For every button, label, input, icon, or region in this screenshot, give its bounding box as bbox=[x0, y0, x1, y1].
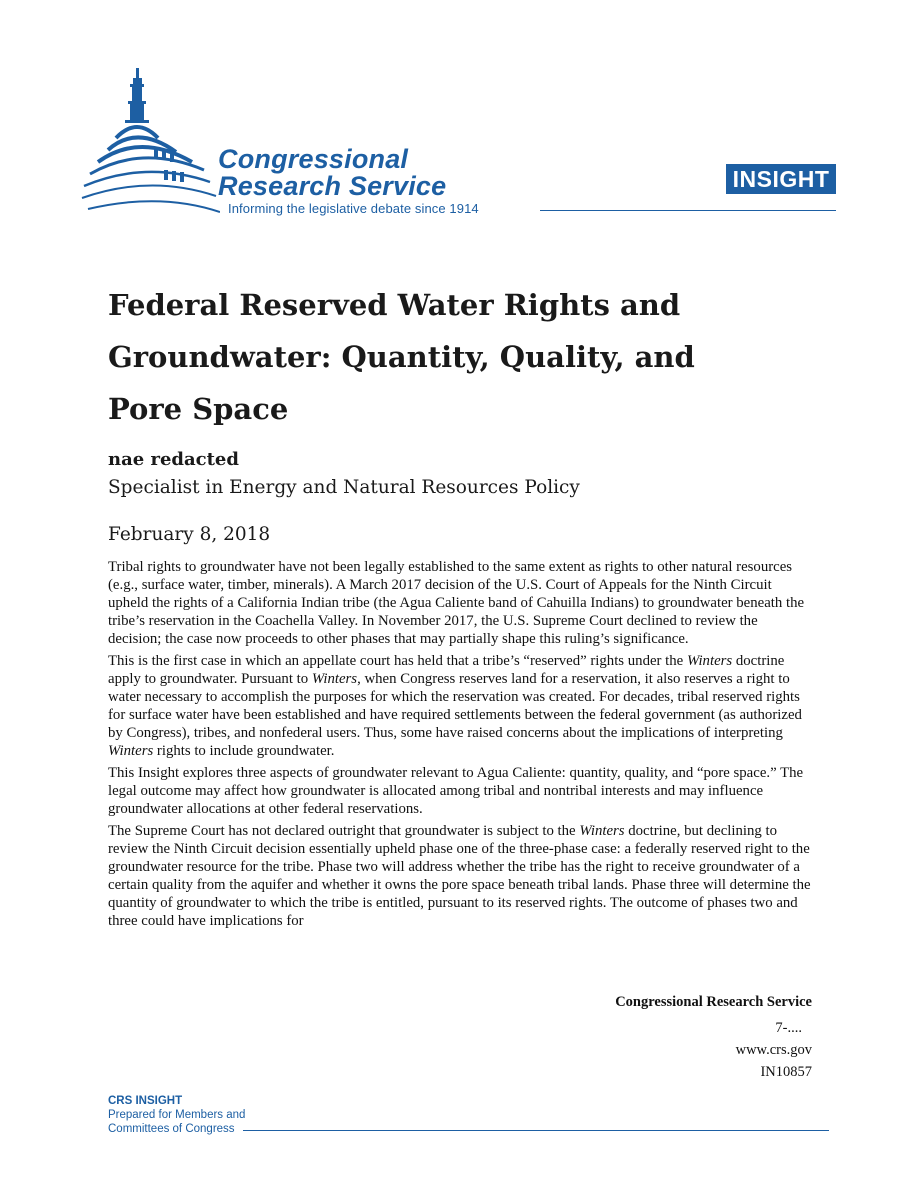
footer-prepared-line2: Committees of Congress bbox=[108, 1123, 235, 1135]
footer-website-link[interactable]: www.crs.gov bbox=[735, 1042, 812, 1058]
text-span: rights to include groundwater. bbox=[153, 743, 335, 759]
paragraph-4 bbox=[108, 822, 813, 930]
author-name: nae redacted bbox=[108, 449, 239, 470]
footer-crs-insight-label: CRS INSIGHT bbox=[108, 1095, 183, 1107]
paragraph-3: This Insight explores three aspects of groundwater relevant to Agua Caliente: quantity, quality, and “pore space.” The legal outcome may affect how groundwater is allocated among tribal and nontribal interests and may influence groundwater allocations at other federal reservations. bbox=[108, 765, 804, 817]
document-title: Federal Reserved Water Rights and Groundwater: Quantity, Quality, and Pore Space bbox=[108, 288, 695, 426]
case-name-italic: Winters bbox=[108, 743, 154, 759]
header-divider bbox=[540, 210, 836, 211]
footer-prepared-line1: Prepared for Members and bbox=[108, 1109, 246, 1121]
insight-badge: INSIGHT bbox=[726, 164, 836, 194]
org-name-line2: Research Service bbox=[218, 171, 447, 201]
text-span: doctrine apply to groundwater. Pursuant to bbox=[108, 653, 785, 687]
body-text bbox=[108, 558, 813, 934]
case-name-italic: Winters bbox=[311, 671, 358, 687]
footer-document-id: IN10857 bbox=[760, 1064, 812, 1080]
paragraph-1: Tribal rights to groundwater have not been legally established to the same extent as rights to other natural resources (e.g., surface water, timber, minerals). A March 2017 decision of the U.S. Court of Appeals for the Ninth Circuit upheld the rights of a California Indian tribe (the Agua Caliente band of Cahuilla Indians) to groundwater beneath the tribe’s reservation in the Coachella Valley. In November 2017, the U.S. Supreme Court declined to review the decision; the case now proceeds to other phases that may partially shape this ruling’s significance. bbox=[108, 559, 805, 647]
org-name-line1: Congressional bbox=[218, 144, 409, 174]
text-span: doctrine, but declining to review the Ninth Circuit decision essentially upheld phase one of the three-phase case: a federally reserved right to the groundwater resource for the tribe. Phase two will address whether the tribe has the right to receive groundwater of a certain quality from the aquifer and whether it owns the pore space beneath tribal lands. Phase three will determine the quantity of groundwater to which the tribe is entitled, pursuant to its reserved rights. The outcome of phases two and three could have implications for bbox=[108, 823, 811, 929]
case-name-italic: Winters bbox=[686, 653, 733, 669]
case-name-italic: Winters bbox=[579, 823, 625, 839]
text-span: This is the first case in which an appellate court has held that a tribe’s “reserved” rights under the bbox=[108, 653, 687, 669]
footer-report-number: 7-.... bbox=[775, 1020, 802, 1036]
footer-divider bbox=[243, 1130, 829, 1131]
paragraph-2 bbox=[108, 652, 813, 760]
footer-org-name: Congressional Research Service bbox=[615, 994, 812, 1010]
document-date: February 8, 2018 bbox=[108, 524, 271, 545]
org-tagline: Informing the legislative debate since 1914 bbox=[228, 201, 479, 216]
text-span: The Supreme Court has not declared outright that groundwater is subject to the bbox=[108, 823, 580, 839]
text-span: , when Congress reserves land for a reservation, it also reserves a right to water necessary to accomplish the purposes for which the reservation was created. For decades, tribal reserved rights for surface water have been established and have required settlements between the federal government (as authorized by Congress), tribes, and nonfederal users. Thus, some have raised concerns about the implications of interpreting bbox=[108, 671, 802, 741]
capitol-dome-icon bbox=[80, 66, 220, 216]
author-title: Specialist in Energy and Natural Resources Policy bbox=[108, 477, 580, 498]
